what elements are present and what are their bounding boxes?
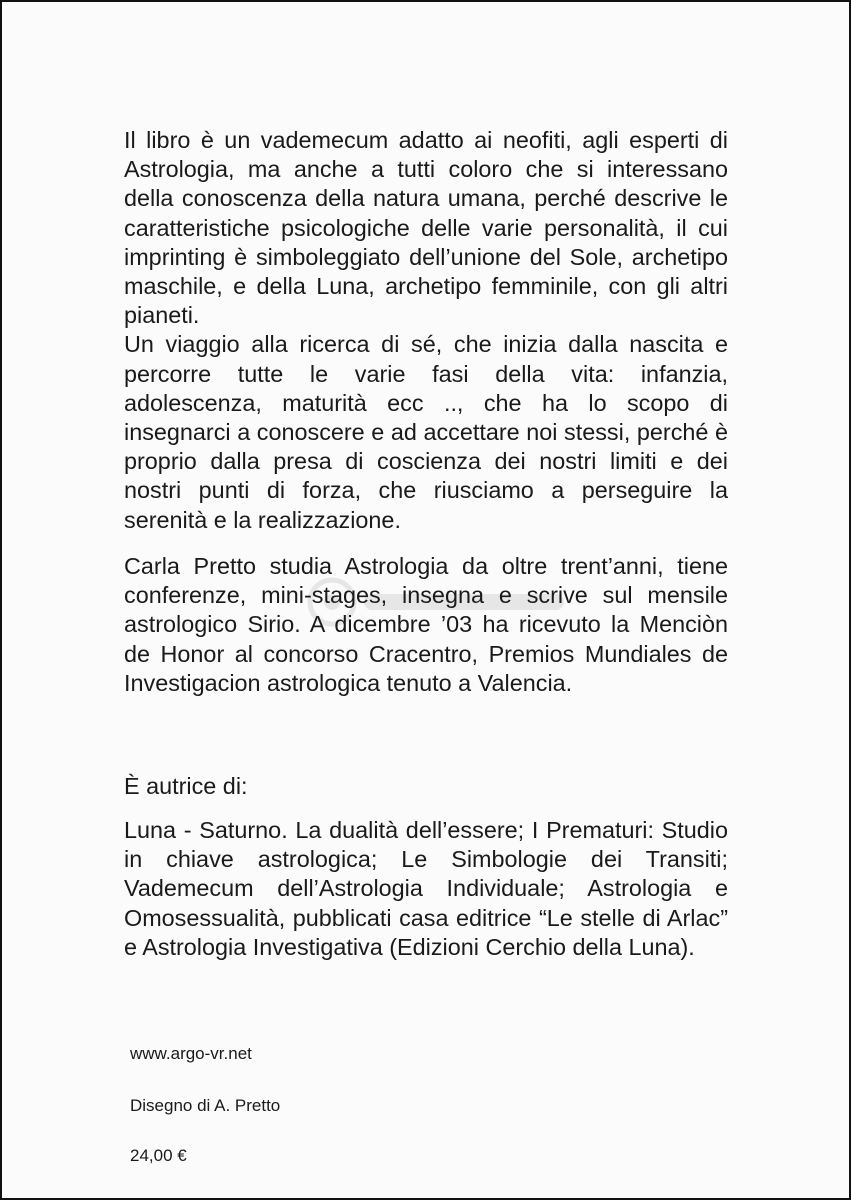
description-paragraph-1: Il libro è un vademecum adatto ai neofiti, agli esperti di Astrologia, ma anche a tutti coloro che si interessano della conoscenza della natura umana, perché descrive le caratteristiche psicologiche delle varie personalità, il cui imprinting è simboleggiato dell’unione del Sole, archetipo maschile, e della Luna, archetipo femminile, con gli altri pianeti. — [124, 127, 728, 329]
works-list: Luna - Saturno. La dualità dell’essere; I Prematuri: Studio in chiave astrologica; Le Simbologie dei Transiti; Vademecum dell’Astrologia Individuale; Astrologia e Omosessualità, pubblicati casa editrice “Le stelle di Arlac” e Astrologia Investigativa (Edizioni Cerchio della Luna). — [124, 817, 728, 960]
works-heading: È autrice di: — [124, 773, 248, 799]
price-label: 24,00 € — [130, 1146, 187, 1165]
website-link[interactable]: www.argo-vr.net — [130, 1044, 252, 1063]
description-paragraph-2: Un viaggio alla ricerca di sé, che inizia dalla nascita e percorre tutte le varie fasi della vita: infanzia, adolescenza, maturità ecc .., che ha lo scopo di insegnarci a conoscere e ad accettare noi stessi, perché è proprio dalla presa di coscienza dei nostri limiti e dei nostri punti di forza, che riusciamo a perseguire la serenità e la realizzazione. — [124, 331, 728, 533]
author-bio: Carla Pretto studia Astrologia da oltre trent’anni, tiene conferenze, mini-stages, insegna e scrive sul mensile astrologico Sirio. A dicembre ’03 ha ricevuto la Menciòn de Honor al concorso Cracentro, Premios Mundiales de Investigacion astrologica tenuto a Valencia. — [124, 553, 728, 696]
book-description — [124, 126, 728, 535]
illustration-credit: Disegno di A. Pretto — [130, 1096, 281, 1115]
